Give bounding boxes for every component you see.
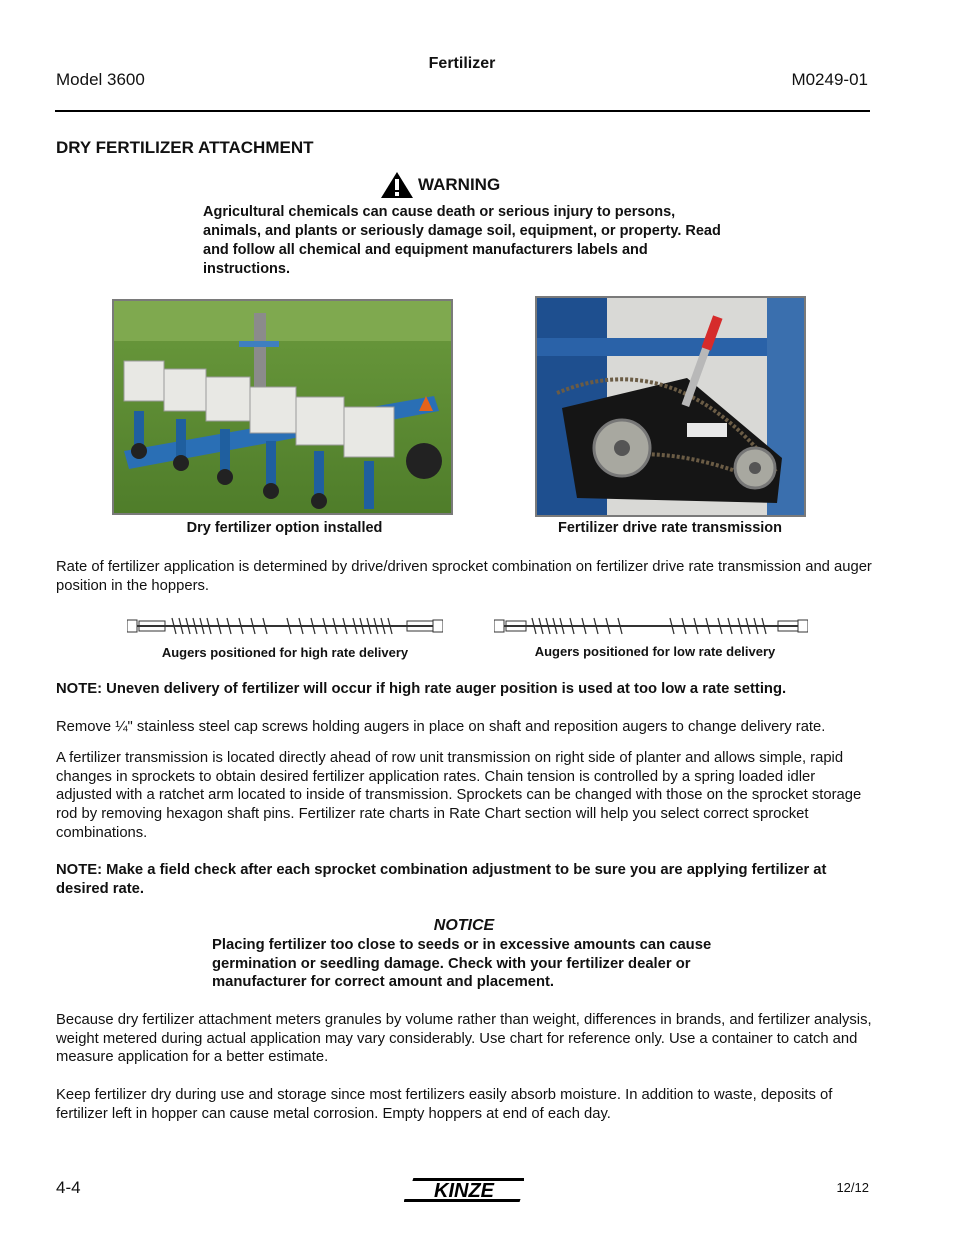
warning-triangle-icon — [380, 171, 414, 199]
paragraph-keep-dry: Keep fertilizer dry during use and storage since most fertilizers easily absorb moisture. In addition to waste, deposits of fertilizer left in hopper can cause metal corrosion. Empty hoppers at end of each day. — [56, 1087, 833, 1122]
transmission-photo — [535, 296, 806, 517]
section-heading: DRY FERTILIZER ATTACHMENT — [56, 138, 314, 157]
kinze-logo-text: KINZE — [434, 1180, 494, 1202]
notice-heading: NOTICE — [433, 917, 495, 934]
page-number: 4-4 — [56, 1178, 81, 1197]
note-uneven-delivery: NOTE: Uneven delivery of fertilizer will occur if high rate auger position is used at too low a rate setting. — [56, 681, 787, 697]
warning-body: Agricultural chemicals can cause death or serious injury to persons, animals, and plants or seriously damage soil, equipment, or property. Read and follow all chemical and equipment manufacturers labels and instructions. — [203, 204, 721, 277]
warning-heading — [380, 171, 500, 199]
paragraph-rate-determination: Rate of fertilizer application is determined by drive/driven sprocket combination on fertilizer drive rate transmission and auger position in the hoppers. — [56, 559, 872, 594]
auger-low-rate-diagram — [494, 614, 808, 636]
header-model: Model 3600 — [56, 70, 145, 89]
kinze-logo — [404, 1176, 524, 1204]
paragraph-reposition-augers: Remove ¼" stainless steel cap screws holding augers in place on shaft and reposition augers to change delivery rate. — [56, 719, 826, 735]
note-field-check: NOTE: Make a field check after each sprocket combination adjustment to be sure you are applying fertilizer at desired rate. — [56, 862, 827, 897]
paragraph-volume-metering: Because dry fertilizer attachment meters granules by volume rather than weight, differences in brands, and fertilizer analysis, weight metered during actual application may vary considerably. Use chart for reference only. Use a container to catch and measure application for a better estimate. — [56, 1012, 872, 1066]
auger-high-rate-diagram — [127, 614, 443, 636]
header-section-title: Fertilizer — [428, 55, 496, 72]
auger-high-rate-caption: Augers positioned for high rate delivery — [161, 645, 409, 660]
notice-body: Placing fertilizer too close to seeds or in excessive amounts can cause germination or seedling damage. Check with your fertilizer dealer or manufacturer for correct amount and placement. — [212, 937, 712, 991]
warning-title: WARNING — [418, 175, 501, 194]
transmission-photo-caption: Fertilizer drive rate transmission — [557, 520, 783, 536]
planter-photo — [112, 299, 453, 515]
revision-date: 12/12 — [836, 1180, 869, 1195]
header-manual-number: M0249-01 — [791, 70, 868, 89]
header-divider — [55, 110, 870, 112]
auger-low-rate-caption: Augers positioned for low rate delivery — [534, 644, 776, 659]
planter-photo-caption: Dry fertilizer option installed — [186, 520, 383, 536]
paragraph-fertilizer-transmission: A fertilizer transmission is located directly ahead of row unit transmission on right side of planter and allows simple, rapid changes in sprockets to obtain desired fertilizer application rates. Chain tension is controlled by a spring loaded idler adjusted with a ratchet arm located to inside of transmission. Sprockets can be changed with those on the sprocket storage rod by removing hexagon shaft pins. Fertilizer rate charts in Rate Chart section will help you select correct sprocket combinations. — [56, 750, 862, 841]
